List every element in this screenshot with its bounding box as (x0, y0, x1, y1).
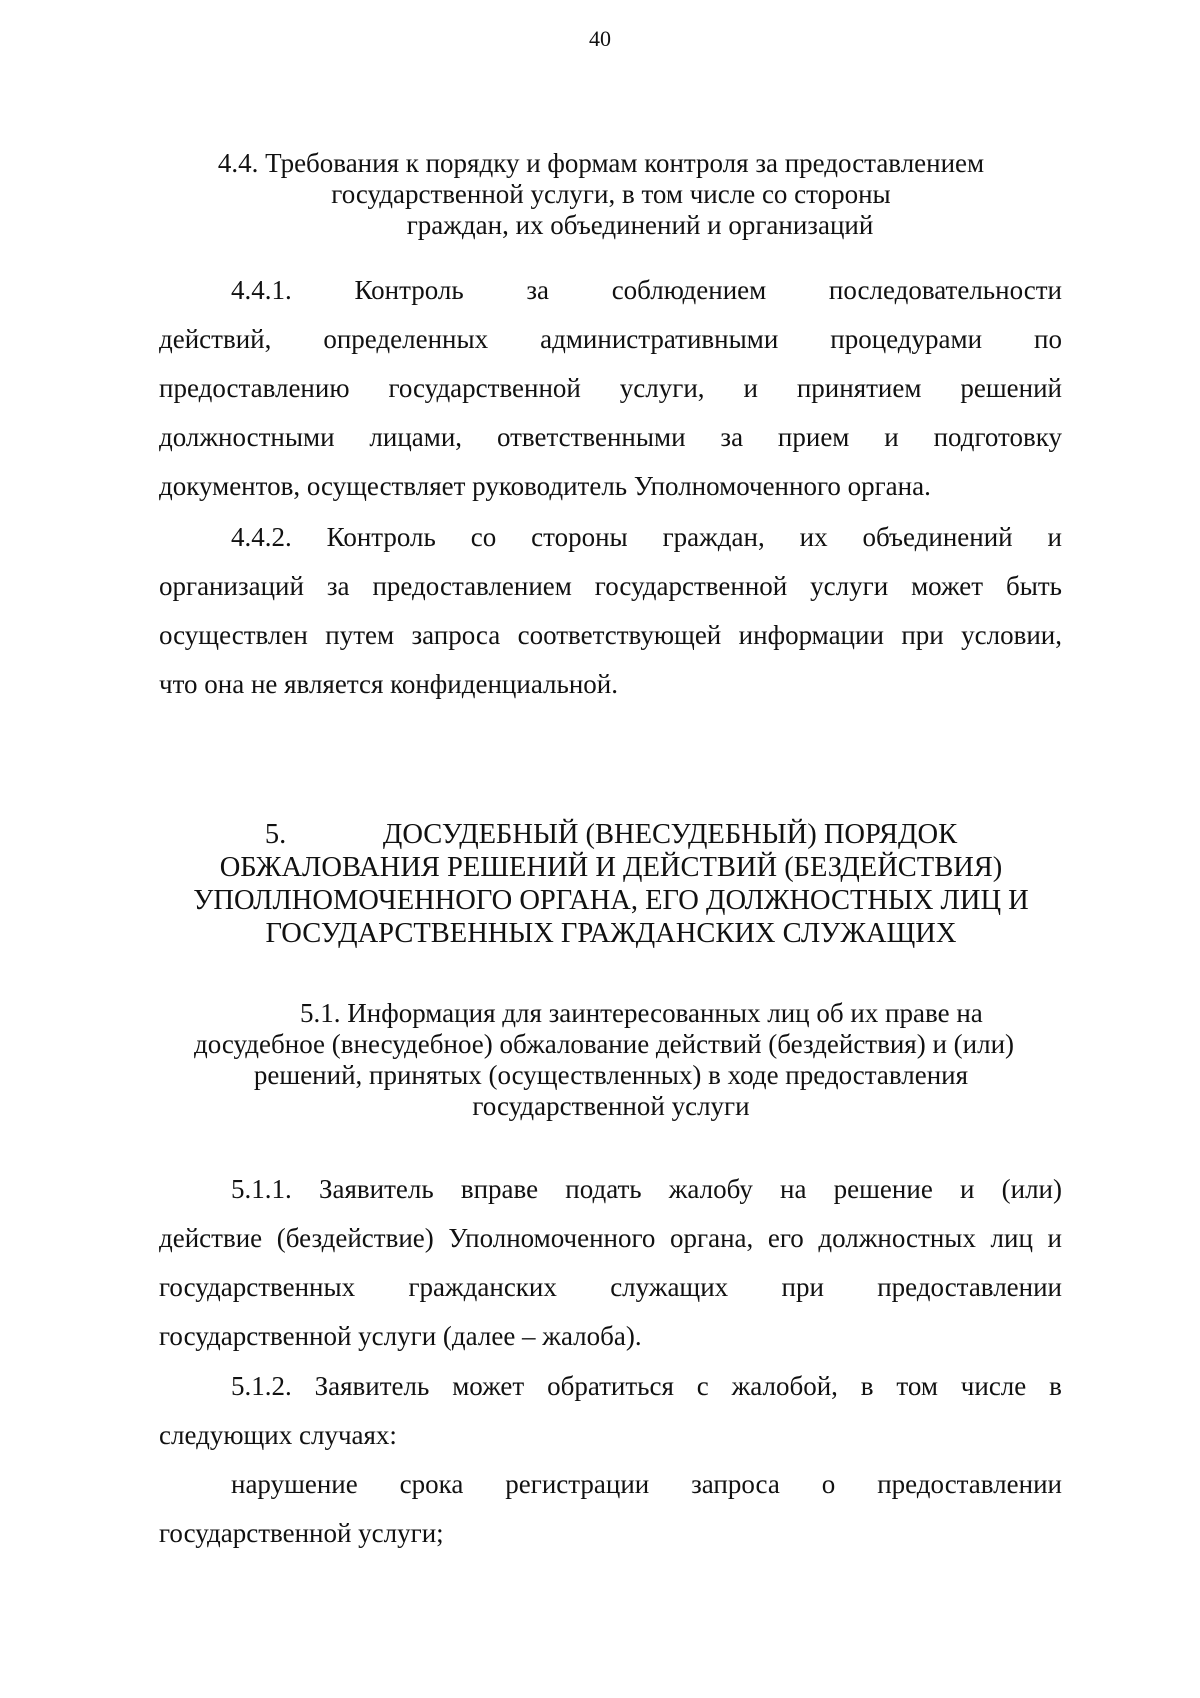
paragraph-line: документов, осуществляет руководитель Уполномоченного органа. (159, 471, 931, 501)
word: их (799, 522, 828, 552)
clause-number: 5.1.1. (231, 1174, 292, 1204)
word: предоставлении (877, 1469, 1062, 1499)
word: за (526, 275, 549, 305)
word: жалобу (668, 1174, 753, 1204)
word: запроса (691, 1469, 780, 1499)
word: Контроль (354, 275, 464, 305)
heading-4-4-line-2: государственной услуги, в том числе со стороны (331, 179, 891, 209)
word: с (696, 1371, 709, 1401)
paragraph-line: организаций за предоставлением государственной услуги может быть (159, 571, 1062, 601)
paragraph-line: действий, определенных административными процедурами по (159, 324, 1062, 354)
word: числе (960, 1371, 1027, 1401)
section-5-title-line-4: ГОСУДАРСТВЕННЫХ ГРАЖДАНСКИХ СЛУЖАЩИХ (265, 918, 957, 949)
page-number: 40 (589, 26, 611, 51)
word: и (959, 1174, 975, 1204)
heading-4-4 (150, 148, 1072, 241)
paragraph-5-1-1-first-line (159, 1165, 1062, 1214)
paragraph-4-4-2-first-line (159, 513, 1062, 562)
paragraph-line: предоставлению государственной услуги, и принятием решений (159, 373, 1062, 403)
word: жалобой, (731, 1371, 838, 1401)
paragraph-line: осуществлен путем запроса соответствующей информации при условии, (159, 620, 1062, 650)
heading-5-1-line-1: 5.1. Информация для заинтересованных лиц об их праве на (300, 998, 983, 1028)
paragraph-line: следующих случаях: (159, 1420, 397, 1450)
paragraph-line: должностными лицами, ответственными за прием и подготовку (159, 422, 1062, 452)
paragraph-item-1-first-line (159, 1460, 1062, 1509)
word: срока (399, 1469, 464, 1499)
paragraph-line: действие (бездействие) Уполномоченного органа, его должностных лиц и (159, 1223, 1062, 1253)
word: подать (565, 1174, 642, 1204)
word: о (821, 1469, 836, 1499)
paragraph-5-1-2-first-line (159, 1362, 1062, 1411)
word: обратиться (547, 1371, 674, 1401)
word: (или) (1001, 1174, 1062, 1204)
word: последовательности (828, 275, 1062, 305)
section-5-title-line-3: УПОЛЛНОМОЧЕННОГО ОРГАНА, ЕГО ДОЛЖНОСТНЫХ ЛИЦ И (193, 885, 1029, 916)
clause-number: 4.4.1. (231, 275, 292, 305)
heading-5-1-line-2: досудебное (внесудебное) обжалование действий (бездействия) и (или) (193, 1029, 1015, 1059)
word: Заявитель (318, 1174, 434, 1204)
heading-5-1-line-4: государственной услуги (472, 1091, 750, 1121)
heading-4-4-line-3: граждан, их объединений и организаций (406, 210, 874, 240)
word: в (860, 1371, 874, 1401)
paragraph-line: государственной услуги; (159, 1518, 444, 1548)
heading-5-1 (150, 998, 1072, 1122)
word: в (1049, 1371, 1062, 1401)
word: нарушение (231, 1469, 358, 1499)
heading-5-1-line-3: решений, принятых (осуществленных) в ходе предоставления (253, 1060, 969, 1090)
word: объединений (862, 522, 1013, 552)
word: Контроль (326, 522, 436, 552)
word: соблюдением (611, 275, 767, 305)
paragraph-5-1-1 (159, 1165, 1062, 1361)
word: регистрации (505, 1469, 650, 1499)
word: граждан, (662, 522, 765, 552)
section-5-title-line-1 (150, 818, 1072, 851)
paragraph-4-4-1-first-line (159, 266, 1062, 315)
paragraph-5-1-2 (159, 1362, 1062, 1460)
paragraph-line: государственных гражданских служащих при предоставлении (159, 1272, 1062, 1302)
word: может (452, 1371, 525, 1401)
word: решение (833, 1174, 933, 1204)
word: Заявитель (314, 1371, 430, 1401)
clause-number: 4.4.2. (231, 522, 292, 552)
heading-4-4-line-1: 4.4. Требования к порядку и формам контроля за предоставлением (217, 148, 985, 178)
section-number: 5. (264, 819, 287, 850)
paragraph-line: что она не является конфиденциальной. (159, 669, 618, 699)
word: стороны (531, 522, 628, 552)
clause-number: 5.1.2. (231, 1371, 292, 1401)
word: том (896, 1371, 938, 1401)
paragraph-item-1 (159, 1460, 1062, 1558)
section-5-title-text: ДОСУДЕБНЫЙ (ВНЕСУДЕБНЫЙ) ПОРЯДОК (382, 819, 958, 850)
paragraph-line: государственной услуги (далее – жалоба). (159, 1321, 642, 1351)
word: со (470, 522, 497, 552)
paragraph-4-4-2 (159, 513, 1062, 709)
word: вправе (460, 1174, 539, 1204)
section-5-title (150, 818, 1072, 950)
section-5-title-line-2: ОБЖАЛОВАНИЯ РЕШЕНИЙ И ДЕЙСТВИЙ (БЕЗДЕЙСТВИЯ) (219, 852, 1003, 883)
paragraph-4-4-1 (159, 266, 1062, 511)
word: на (780, 1174, 807, 1204)
word: и (1047, 522, 1062, 552)
